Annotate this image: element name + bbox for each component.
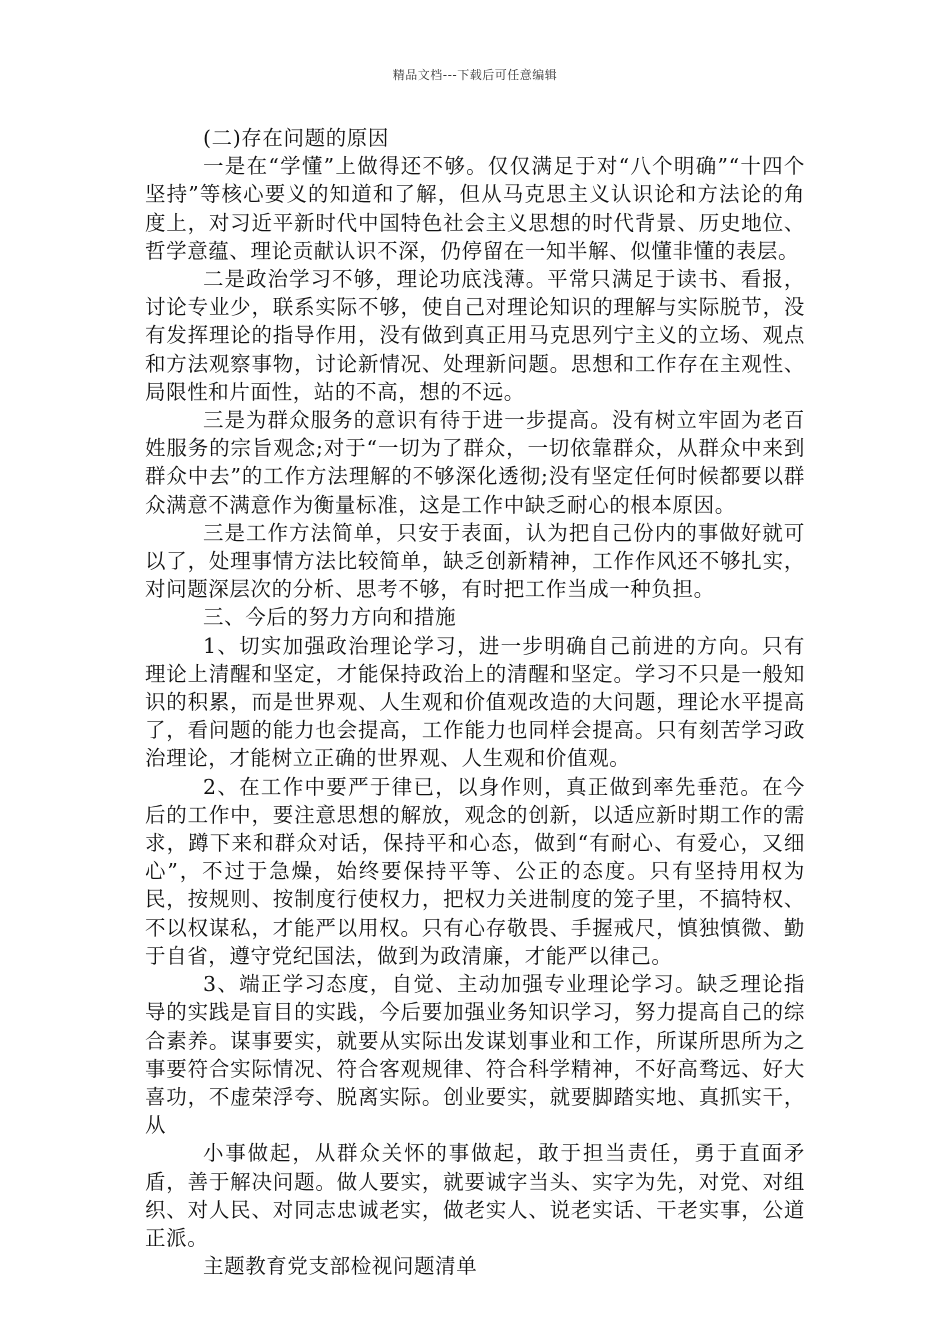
paragraph-measure-1: 1、切实加强政治理论学习，进一步明确自己前进的方向。只有理论上清醒和坚定，才能保持政治上的清醒和坚定。学习不只是一般知识的积累，而是世界观、人生观和价值观改造的大问题，理论水平提高了，看问题的能力也会提高，工作能力也同样会提高。只有刻苦学习政治理论，才能树立正确的世界观、人生观和价值观。 <box>145 633 805 771</box>
section-heading-causes: (二)存在问题的原因 <box>203 126 389 150</box>
section-heading-measures: 三、今后的努力方向和措施 <box>203 605 457 630</box>
paragraph-learning: 一是在“学懂”上做得还不够。仅仅满足于对“八个明确”“十四个坚持”等核心要义的知道和了解，但从马克思主义认识论和方法论的角度上，对习近平新时代中国特色社会主义思想的时代背景、历史地位、哲学意蕴、理论贡献认识不深，仍停留在一知半解、似懂非懂的表层。 <box>145 154 805 263</box>
closing-title: 主题教育党支部检视问题清单 <box>203 1254 478 1279</box>
paragraph-continuation: 小事做起，从群众关怀的事做起，敢于担当责任，勇于直面矛盾，善于解决问题。做人要实，就要诚字当头、实字为先，对党、对组织、对人民、对同志忠诚老实，做老实人、说老实话、干老实事，公道正派。 <box>145 1141 805 1250</box>
document-body <box>145 124 805 1280</box>
paragraph-measure-2: 2、在工作中要严于律已，以身作则，真正做到率先垂范。在今后的工作中，要注意思想的解放，观念的创新，以适应新时期工作的需求，蹲下来和群众对话，保持平和心态，做到“有耐心、有爱心，又细心”，不过于急燥，始终要保持平等、公正的态度。只有坚持用权为民，按规则、按制度行使权力，把权力关进制度的笼子里，不搞特权、不以权谋私，才能严以用权。只有心存敬畏、手握戒尺，慎独慎微、勤于自省，遵守党纪国法，做到为政清廉，才能严以律己。 <box>145 774 805 968</box>
paragraph-work-method: 三是工作方法简单，只安于表面，认为把自己份内的事做好就可以了，处理事情方法比较简单，缺乏创新精神，工作作风还不够扎实，对问题深层次的分析、思考不够，有时把工作当成一种负担。 <box>145 520 805 602</box>
paragraph-political-study: 二是政治学习不够，理论功底浅薄。平常只满足于读书、看报，讨论专业少，联系实际不够，使自己对理论知识的理解与实际脱节，没有发挥理论的指导作用，没有做到真正用马克思列宁主义的立场、观点和方法观察事物，讨论新情况、处理新问题。思想和工作存在主观性、局限性和片面性，站的不高，想的不远。 <box>145 267 805 404</box>
paragraph-measure-3: 3、端正学习态度，自觉、主动加强专业理论学习。缺乏理论指导的实践是盲目的实践，今后要加强业务知识学习，努力提高自己的综合素养。谋事要实，就要从实际出发谋划事业和工作，所谋所思所为之事要符合实际情况、符合客观规律、符合科学精神，不好高骛远、好大喜功，不虚荣浮夸、脱离实际。创业要实，就要脚踏实地、真抓实干，从 <box>145 972 805 1138</box>
page-header: 精品文档---下载后可任意编辑 <box>392 68 558 82</box>
paragraph-service-awareness: 三是为群众服务的意识有待于进一步提高。没有树立牢固为老百姓服务的宗旨观念;对于“一切为了群众，一切依靠群众，从群众中来到群众中去”的工作方法理解的不够深化透彻;没有坚定任何时候都要以群众满意不满意作为衡量标准，这是工作中缺乏耐心的根本原因。 <box>145 408 805 517</box>
